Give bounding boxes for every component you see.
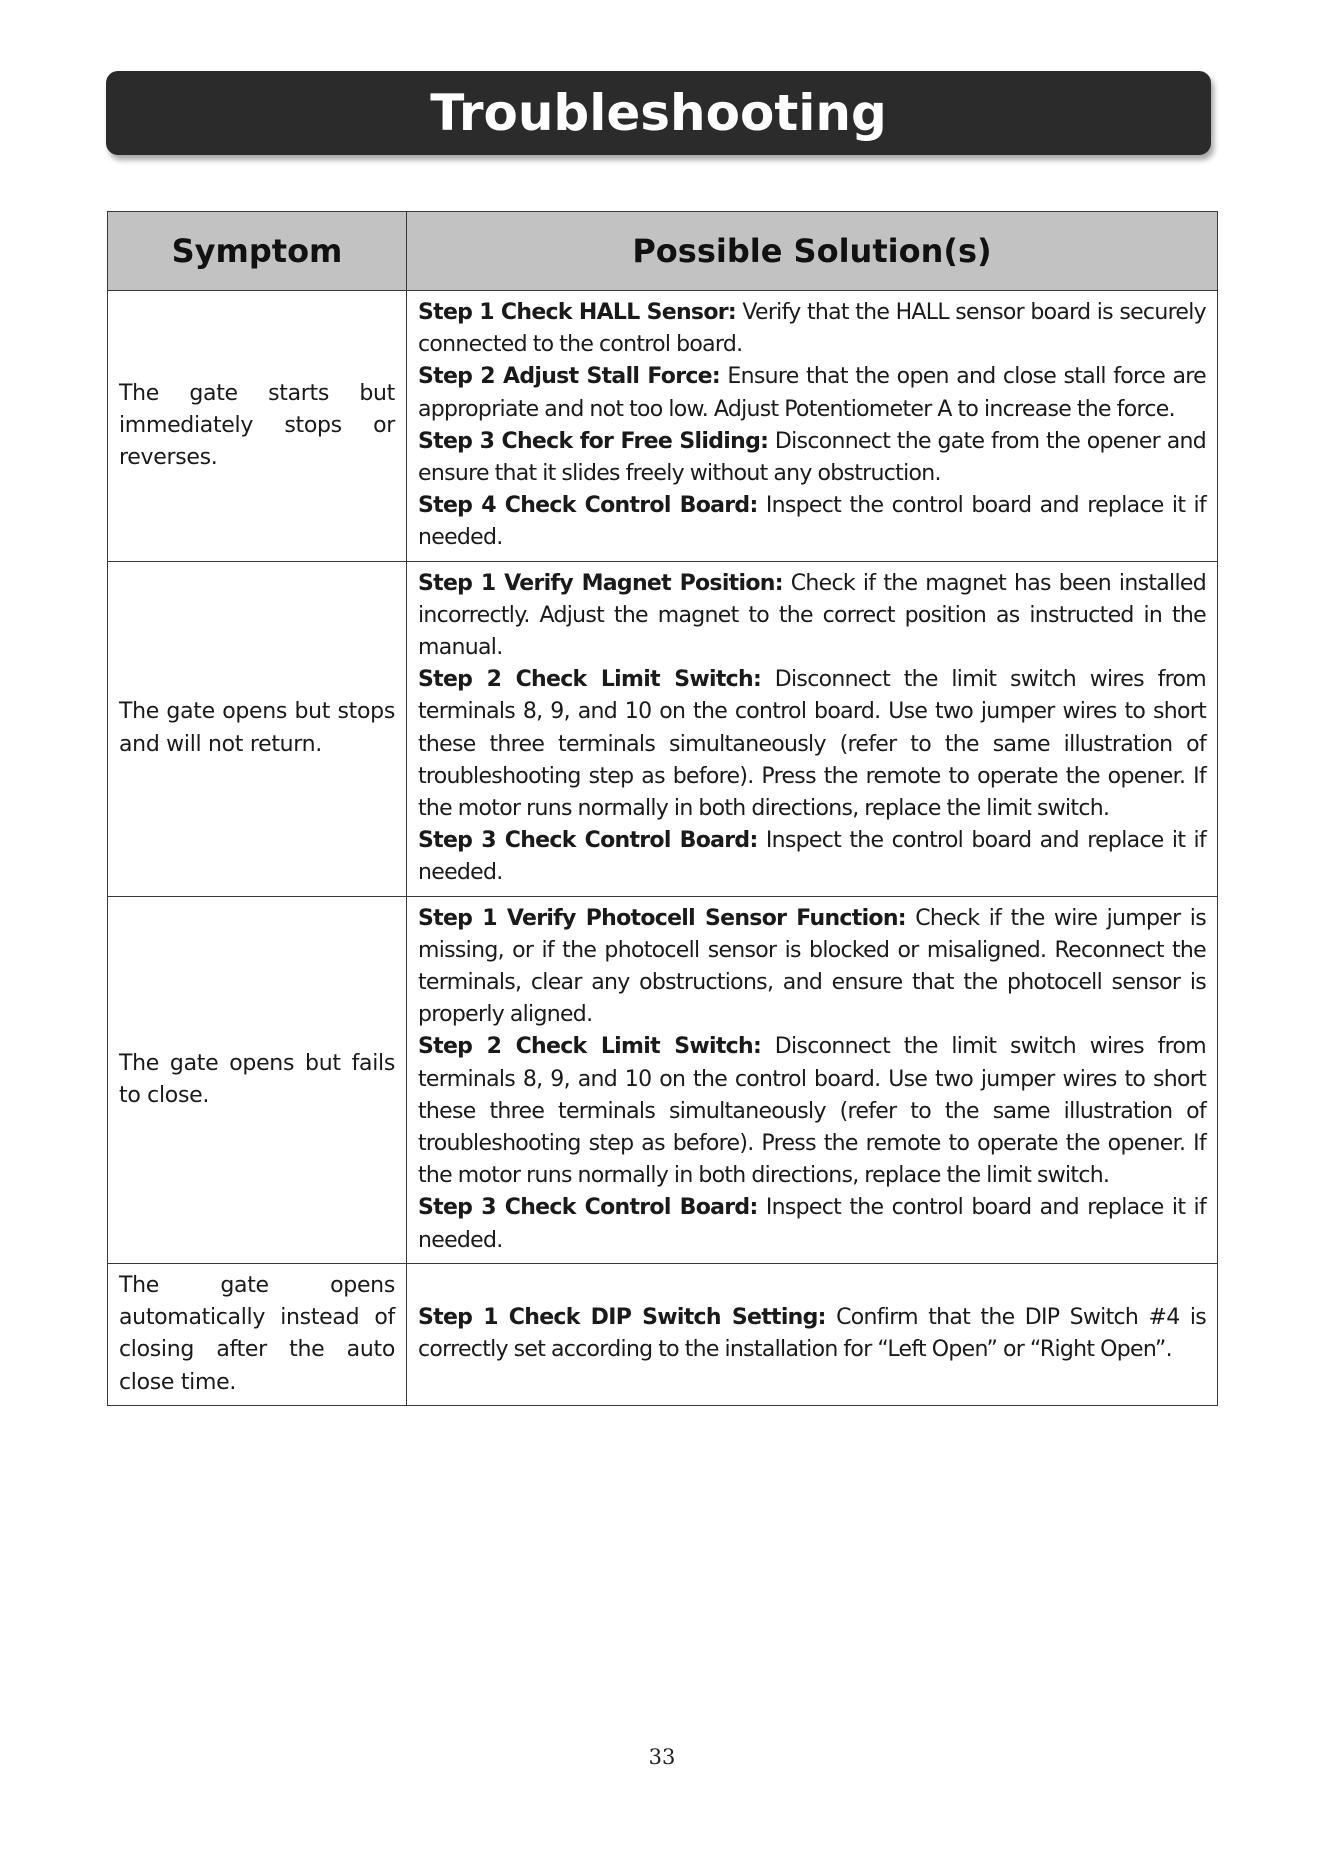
solution-step [418, 664, 1206, 825]
table-row [108, 561, 1218, 896]
step-text: Disconnect the limit switch wires from terminals 8, 9, and 10 on the control board. Use two jumper wires to short these three terminals simultaneously (refer to the same illustration of troubleshooting step as before). Press the remote to operate the opener. If the motor runs normally in both directions, replace the limit switch. [418, 667, 1206, 822]
step-label: Step 2 Check Limit Switch: [418, 667, 762, 693]
table-row [108, 1263, 1218, 1405]
step-text: Inspect the control board and replace it if needed. [418, 828, 1206, 886]
step-text: Disconnect the limit switch wires from terminals 8, 9, and 10 on the control board. Use two jumper wires to short these three terminals simultaneously (refer to the same illustration of troubleshooting step as before). Press the remote to operate the opener. If the motor runs normally in both directions, replace the limit switch. [418, 1034, 1206, 1189]
solution-step [418, 426, 1206, 490]
step-label: Step 2 Adjust Stall Force: [418, 364, 720, 390]
step-label: Step 3 Check Control Board: [418, 828, 758, 854]
solution-step [418, 297, 1206, 361]
step-label: Step 4 Check Control Board: [418, 493, 758, 519]
step-label: Step 1 Check HALL Sensor: [418, 300, 736, 325]
symptom-cell: The gate opens but stops and will not return. [108, 561, 407, 896]
solution-step [418, 1031, 1206, 1192]
solution-step [418, 903, 1206, 1032]
solution-step [418, 490, 1206, 554]
step-text: Confirm that the DIP Switch #4 is correctly set according to the installation for “Left Open” or “Right Open”. [418, 1305, 1206, 1363]
step-label: Step 2 Check Limit Switch: [418, 1034, 762, 1060]
title-banner [106, 71, 1211, 155]
step-text: Ensure that the open and close stall force are appropriate and not too low. Adjust Potentiometer A to increase the force. [418, 364, 1206, 422]
step-label: Step 1 Verify Magnet Position: [418, 570, 783, 596]
table-header-row [108, 212, 1218, 291]
step-text: Inspect the control board and replace it if needed. [418, 1195, 1206, 1253]
solution-header: Possible Solution(s) [407, 212, 1218, 291]
troubleshooting-table [107, 211, 1218, 1406]
table-row [108, 896, 1218, 1263]
solution-step [418, 568, 1206, 665]
step-label: Step 3 Check Control Board: [418, 1195, 758, 1221]
step-label: Step 3 Check for Free Sliding: [418, 428, 769, 454]
solution-step [418, 825, 1206, 889]
solution-cell [407, 291, 1218, 562]
symptom-header: Symptom [108, 212, 407, 291]
step-text: Inspect the control board and replace it if needed. [418, 493, 1206, 551]
solution-cell [407, 561, 1218, 896]
table-row [108, 291, 1218, 562]
page-title: Troubleshooting [430, 84, 887, 142]
step-text: Check if the magnet has been installed incorrectly. Adjust the magnet to the correct position as instructed in the manual. [418, 570, 1206, 661]
step-text: Disconnect the gate from the opener and ensure that it slides freely without any obstruction. [418, 428, 1206, 487]
symptom-cell: The gate opens but fails to close. [108, 896, 407, 1263]
solution-step [418, 1302, 1206, 1366]
solution-step [418, 1192, 1206, 1256]
symptom-cell: The gate opens automatically instead of closing after the auto close time. [108, 1263, 407, 1405]
step-label: Step 1 Check DIP Switch Setting: [418, 1305, 826, 1331]
page-number: 33 [648, 1745, 676, 1769]
symptom-cell: The gate starts but immediately stops or reverses. [108, 291, 407, 562]
step-text: Check if the wire jumper is missing, or if the photocell sensor is blocked or misaligned. Reconnect the terminals, clear any obstructions, and ensure that the photocell sensor is properly aligned. [418, 905, 1206, 1028]
step-text: Verify that the HALL sensor board is securely connected to the control board. [418, 300, 1206, 358]
solution-cell [407, 1263, 1218, 1405]
step-label: Step 1 Verify Photocell Sensor Function: [418, 905, 906, 931]
solution-step [418, 361, 1206, 425]
solution-cell [407, 896, 1218, 1263]
